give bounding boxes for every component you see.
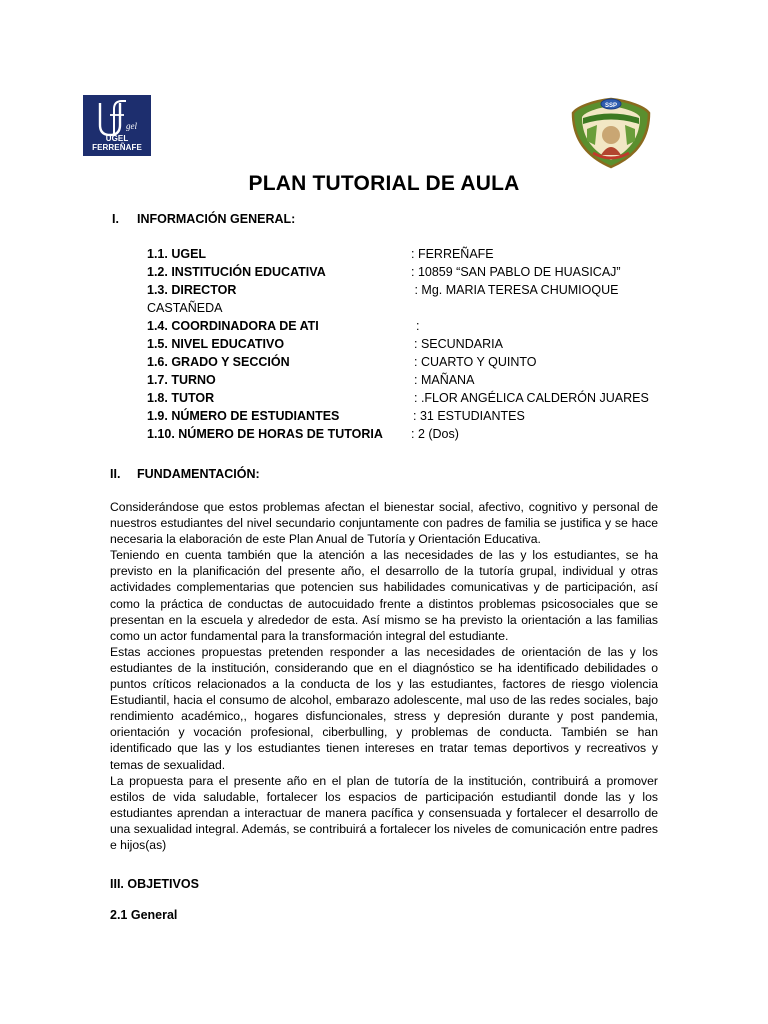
info-value: : .FLOR ANGÉLICA CALDERÓN JUARES: [414, 391, 649, 405]
info-row-institucion: [147, 263, 687, 281]
info-value: : SECUNDARIA: [414, 337, 503, 351]
info-row-estudiantes: [147, 407, 687, 425]
section-1-heading: INFORMACIÓN GENERAL:: [137, 212, 296, 226]
section-2-number: II.: [110, 467, 121, 481]
info-row-director: [147, 281, 687, 299]
info-label: 1.4. COORDINADORA DE ATI: [147, 319, 319, 333]
director-continuation: CASTAÑEDA: [147, 301, 223, 315]
info-value: : CUARTO Y QUINTO: [414, 355, 537, 369]
info-row-tutor: [147, 389, 687, 407]
info-label: 1.10. NÚMERO DE HORAS DE TUTORIA: [147, 427, 383, 441]
info-row-horas: [147, 425, 687, 443]
section-3-heading: III. OBJETIVOS: [110, 877, 199, 891]
paragraph: Estas acciones propuestas pretenden responder a las necesidades de orientación de las y los estudiantes de la institución, considerando que en el diagnóstico se ha identificado debilidades o puntos críticos relacionados a la conducta de los y las estudiantes, factores de riesgo violencia Estudiantil, hacia el consumo de alcohol, embarazo adolescente, mal uso de las redes sociales, bajo rendimiento académico,, hogares disfuncionales, stress y depresión durante y post pandemia, orientación y vocación profesional, ciberbulling, y problemas de conducta. También se han identificado que las y los estudiantes tienen intereses en tratar temas deportivos y recreativos y temas de sexualidad.: [110, 644, 658, 772]
info-row-coordinadora: [147, 317, 687, 335]
info-value: :: [416, 319, 420, 333]
ugel-logo: [83, 95, 151, 156]
info-label: 1.8. TUTOR: [147, 391, 215, 405]
page-title: PLAN TUTORIAL DE AULA: [248, 172, 520, 195]
subsection-general-heading: 2.1 General: [110, 908, 178, 922]
info-row-ugel: [147, 245, 687, 263]
paragraph: La propuesta para el presente año en el plan de tutoría de la institución, contribuirá a promover estilos de vida saludable, fortalecer los espacios de participación estudiantil donde las y los estudiantes aprendan a interactuar de manera pacífica y consensuada y fortalecer el desarrollo de una sexualidad integral. Además, se contribuirá a fortalecer los niveles de comunicación entre padres e hijos(as): [110, 773, 658, 852]
paragraph: Teniendo en cuenta también que la atención a las necesidades de las y los estudiantes, se ha previsto en la planificación del presente año, el desarrollo de la tutoría grupal, individual y otras actividades complementarias que potencien sus habilidades comunicativas y de participación, así como la práctica de conductas de autocuidado frente a distintos problemas psicosociales que se presentan en la escuela y alrededor de esta. Así mismo se ha previsto la orientación a las familias como un actor fundamental para la transformación integral del estudiante.: [110, 548, 658, 643]
info-value: : 10859 “SAN PABLO DE HUASICAJ”: [411, 265, 621, 279]
info-label: 1.6. GRADO Y SECCIÓN: [147, 355, 290, 369]
info-value: : Mg. MARIA TERESA CHUMIOQUE: [411, 283, 619, 297]
svg-text:SSP: SSP: [604, 103, 618, 109]
info-label: 1.5. NIVEL EDUCATIVO: [147, 337, 285, 351]
section-2-heading: FUNDAMENTACIÓN:: [137, 467, 260, 481]
info-value: : 2 (Dos): [411, 427, 459, 441]
info-label: 1.1. UGEL: [147, 247, 207, 261]
info-row-grado: [147, 353, 687, 371]
section-1-number: I.: [112, 212, 119, 226]
info-label: 1.7. TURNO: [147, 373, 216, 387]
info-value: : 31 ESTUDIANTES: [413, 409, 525, 423]
info-row-nivel: [147, 335, 687, 353]
info-label: 1.9. NÚMERO DE ESTUDIANTES: [147, 409, 340, 423]
paragraph: Considerándose que estos problemas afectan el bienestar social, afectivo, cognitivo y personal de nuestros estudiantes del nivel secundario conjuntamente con padres de familia se justifica y se hace necesaria la elaboración de este Plan Anual de Tutoría y Orientación Educativa.: [110, 500, 658, 547]
info-row-turno: [147, 371, 687, 389]
info-label: 1.2. INSTITUCIÓN EDUCATIVA: [147, 265, 326, 279]
ugel-logo-text: UGEL FERREÑAFE: [92, 134, 142, 152]
info-value: : FERREÑAFE: [411, 247, 494, 261]
svg-text:gel: gel: [126, 121, 137, 131]
school-shield-icon: [569, 95, 653, 171]
info-value: : MAÑANA: [414, 373, 475, 387]
info-label: 1.3. DIRECTOR: [147, 283, 237, 297]
fundamentacion-body: [110, 499, 658, 853]
